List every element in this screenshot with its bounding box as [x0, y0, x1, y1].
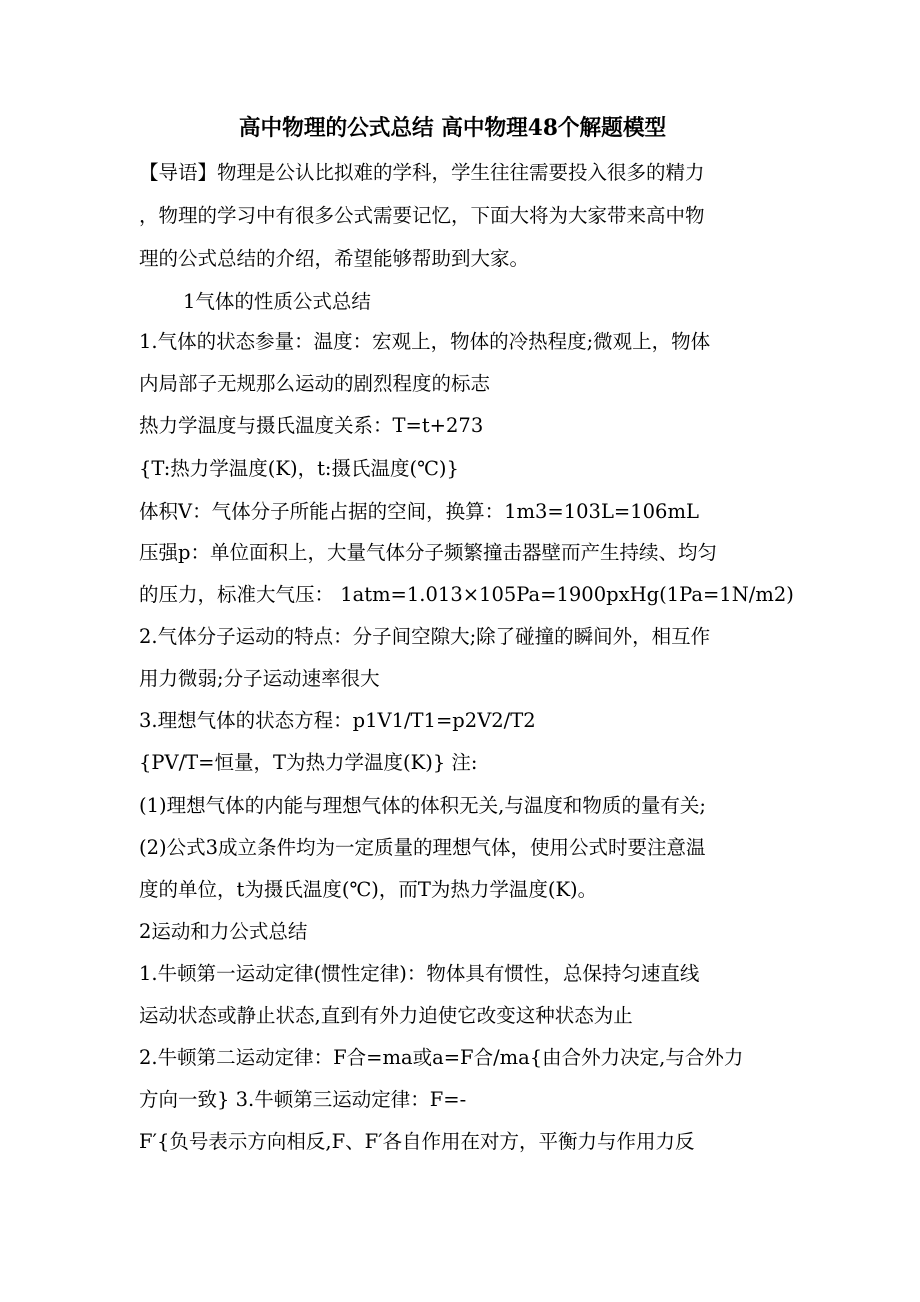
text-line: 的压力，标准大气压： 1atm=1.013×105Pa=1900pxHg(1Pa=1N/m2)	[139, 583, 794, 606]
text-line: 用力微弱;分子运动速率很大	[139, 667, 380, 690]
text-line: 1.牛顿第一运动定律(惯性定律)：物体具有惯性，总保持匀速直线	[139, 962, 700, 985]
text-line: 1.气体的状态参量：温度：宏观上，物体的冷热程度;微观上，物体	[139, 330, 711, 353]
text-line: 体积V：气体分子所能占据的空间，换算：1m3=103L=106mL	[139, 500, 699, 523]
text-line: 方向一致} 3.牛顿第三运动定律：F=-	[139, 1088, 467, 1111]
text-line: 内局部子无规那么运动的剧烈程度的标志	[139, 372, 491, 395]
text-line: (1)理想气体的内能与理想气体的体积无关,与温度和物质的量有关;	[139, 794, 706, 817]
text-line: 3.理想气体的状态方程：p1V1/T1=p2V2/T2	[139, 709, 536, 732]
text-line: 压强p：单位面积上，大量气体分子频繁撞击器壁而产生持续、均匀	[139, 541, 717, 564]
text-line: {T:热力学温度(K)，t:摄氏温度(℃)}	[139, 457, 459, 480]
text-line: 2.牛顿第二运动定律：F合=ma或a=F合/ma{由合外力决定,与合外力	[139, 1046, 744, 1069]
document-title: 高中物理的公式总结 高中物理48个解题模型	[238, 115, 667, 141]
text-line: F′{负号表示方向相反,F、F′各自作用在对方，平衡力与作用力反	[139, 1130, 695, 1153]
text-line: ，物理的学习中有很多公式需要记忆，下面大将为大家带来高中物	[139, 204, 705, 227]
text-line: 理的公式总结的介绍，希望能够帮助到大家。	[139, 247, 530, 270]
section-heading: 1气体的性质公式总结	[183, 290, 371, 313]
text-line: {PV/T=恒量，T为热力学温度(K)} 注:	[139, 751, 478, 774]
text-line: 2.气体分子运动的特点：分子间空隙大;除了碰撞的瞬间外，相互作	[139, 625, 711, 648]
text-line: 热力学温度与摄氏温度关系：T=t+273	[139, 414, 484, 437]
text-line: 度的单位，t为摄氏温度(℃)，而T为热力学温度(K)。	[139, 878, 598, 901]
text-line: 【导语】物理是公认比拟难的学科，学生往往需要投入很多的精力	[139, 161, 705, 184]
section-heading: 2运动和力公式总结	[139, 920, 308, 943]
text-line: (2)公式3成立条件均为一定质量的理想气体，使用公式时要注意温	[139, 836, 706, 859]
text-line: 运动状态或静止状态,直到有外力迫使它改变这种状态为止	[139, 1004, 633, 1027]
